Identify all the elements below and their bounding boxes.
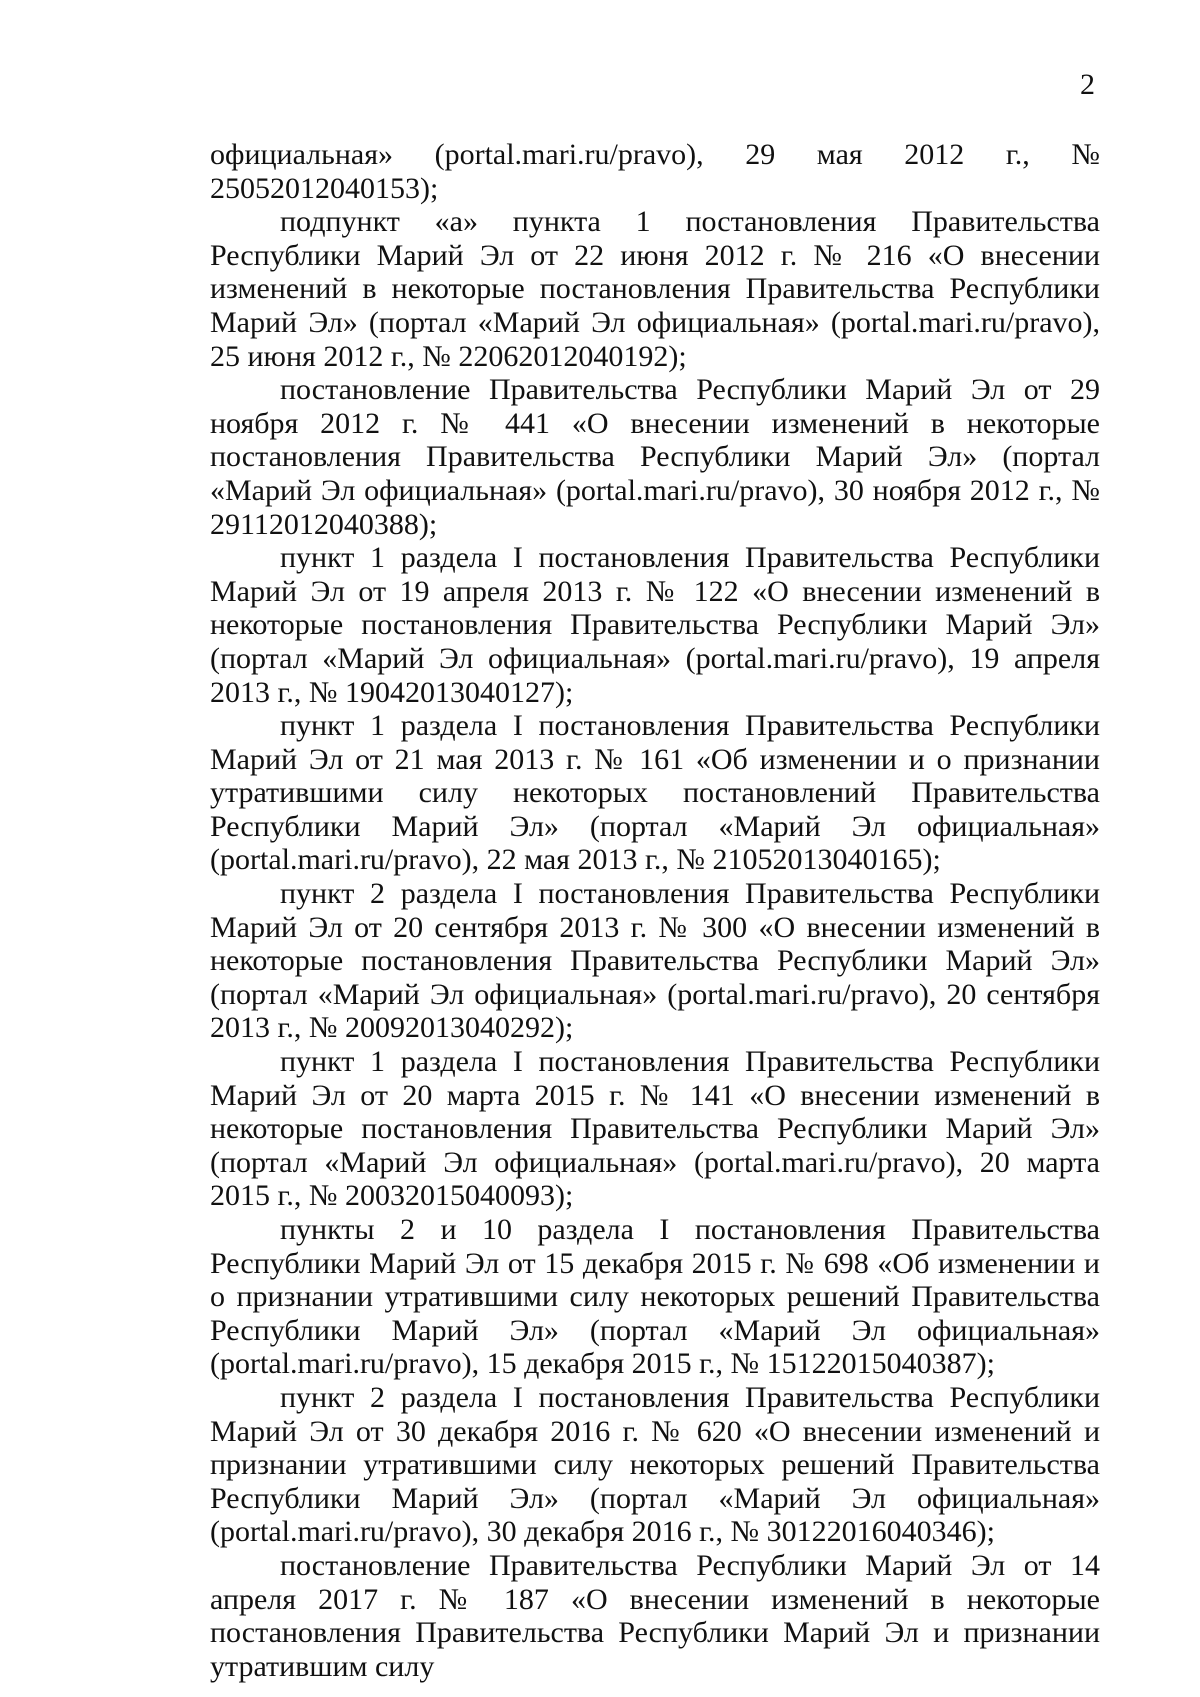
paragraph-item: пункт 1 раздела I постановления Правительства Республики Марий Эл от 21 мая 2013 г. № 161 «Об изменении и о признании утратившими силу некоторых постановлений Правительства Республики Марий Эл» (портал «Марий Эл официальная» (portal.mari.ru/pravo), 22 мая 2013 г., № 21052013040165); — [210, 709, 1100, 877]
paragraph-item: постановление Правительства Республики Марий Эл от 29 ноября 2012 г. № 441 «О внесении изменений в некоторые постановления Правительства Республики Марий Эл» (портал «Марий Эл официальная» (portal.mari.ru/pravo), 30 ноября 2012 г., № 29112012040388); — [210, 373, 1100, 541]
paragraph-item: пункт 2 раздела I постановления Правительства Республики Марий Эл от 20 сентября 2013 г. № 300 «О внесении изменений в некоторые постановления Правительства Республики Марий Эл» (портал «Марий Эл официальная» (portal.mari.ru/pravo), 20 сентября 2013 г., № 20092013040292); — [210, 877, 1100, 1045]
paragraph-item: постановление Правительства Республики Марий Эл от 14 апреля 2017 г. № 187 «О внесении изменений в некоторые постановления Правительства Республики Марий Эл и признании утратившим силу — [210, 1548, 1100, 1683]
paragraph-item: подпункт «а» пункта 1 постановления Правительства Республики Марий Эл от 22 июня 2012 г. № 216 «О внесении изменений в некоторые постановления Правительства Республики Марий Эл» (портал «Марий Эл официальная» (portal.mari.ru/pravo), 25 июня 2012 г., № 22062012040192); — [210, 205, 1100, 373]
paragraph-item: пункты 2 и 10 раздела I постановления Правительства Республики Марий Эл от 15 декабря 2015 г. № 698 «Об изменении и о признании утратившими силу некоторых решений Правительства Республики Марий Эл» (портал «Марий Эл официальная» (portal.mari.ru/pravo), 15 декабря 2015 г., № 15122015040387); — [210, 1213, 1100, 1381]
paragraph-continuation: официальная» (portal.mari.ru/pravo), 29 мая 2012 г., № 25052012040153); — [210, 138, 1100, 205]
paragraph-item: пункт 1 раздела I постановления Правительства Республики Марий Эл от 20 марта 2015 г. № 141 «О внесении изменений в некоторые постановления Правительства Республики Марий Эл» (портал «Марий Эл официальная» (portal.mari.ru/pravo), 20 марта 2015 г., № 20032015040093); — [210, 1045, 1100, 1213]
paragraph-item: пункт 2 раздела I постановления Правительства Республики Марий Эл от 30 декабря 2016 г. № 620 «О внесении изменений и признании утратившими силу некоторых решений Правительства Республики Марий Эл» (портал «Марий Эл официальная» (portal.mari.ru/pravo), 30 декабря 2016 г., № 30122016040346); — [210, 1380, 1100, 1549]
page-number: 2 — [1080, 68, 1095, 101]
document-body — [210, 138, 1100, 1683]
paragraph-item: пункт 1 раздела I постановления Правительства Республики Марий Эл от 19 апреля 2013 г. № 122 «О внесении изменений в некоторые постановления Правительства Республики Марий Эл» (портал «Марий Эл официальная» (portal.mari.ru/pravo), 19 апреля 2013 г., № 19042013040127); — [210, 541, 1100, 709]
